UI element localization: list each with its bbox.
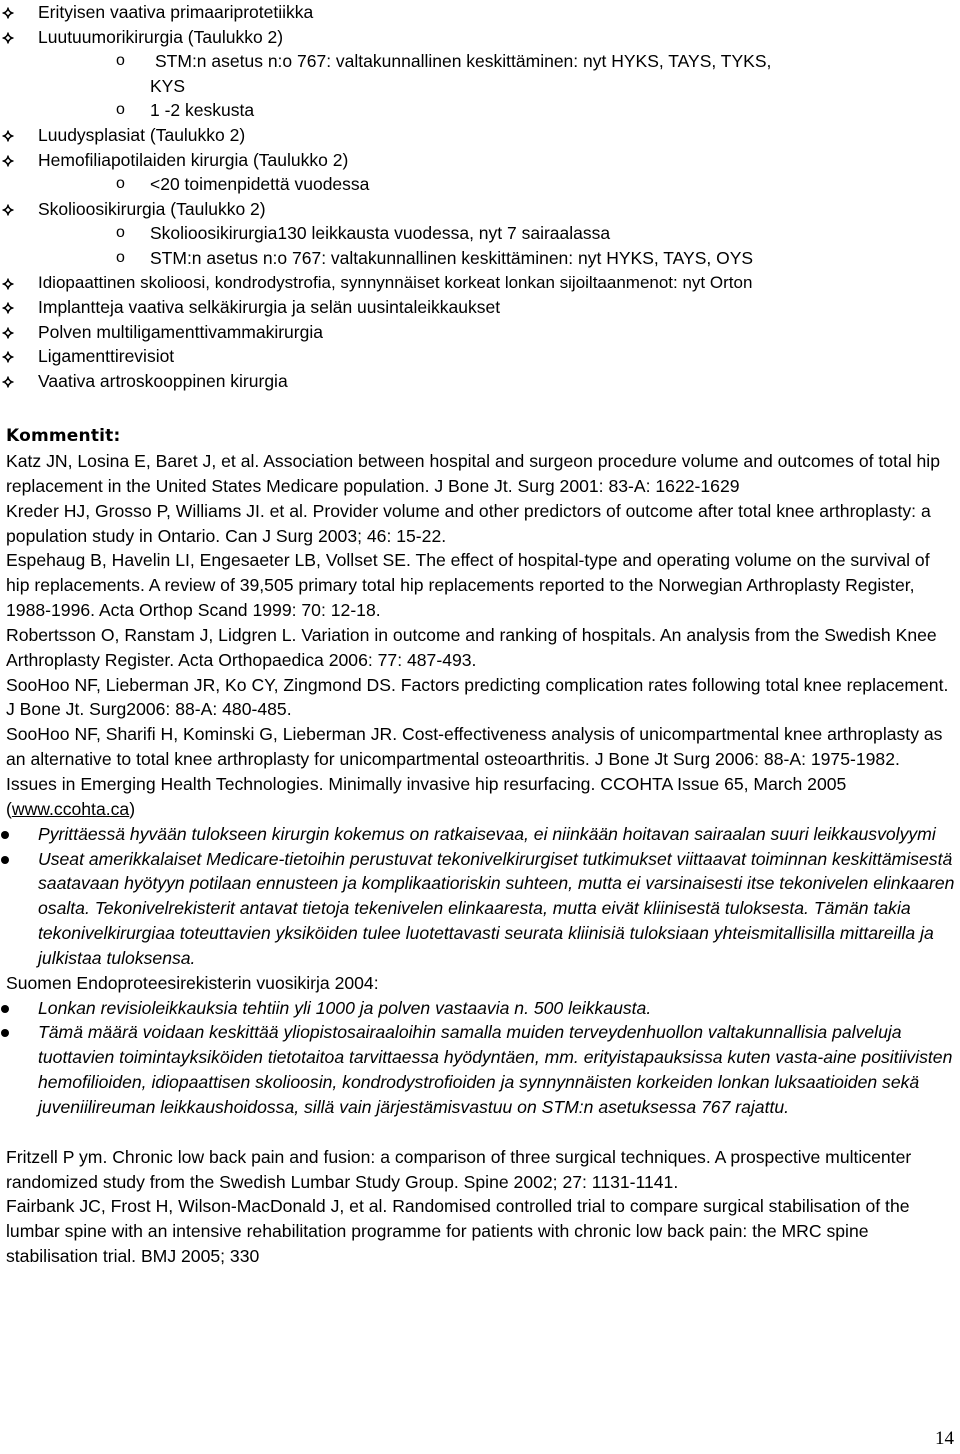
list-item-text: Hemofiliapotilaiden kirurgia (Taulukko 2) <box>38 149 349 170</box>
registry-text: Lonkan revisioleikkauksia tehtiin yli 1000 ja polven vastaavia n. 500 leikkausta. <box>38 997 652 1018</box>
list-item-text: <20 toimenpidettä vuodessa <box>150 174 370 195</box>
reference: Fritzell P ym. Chronic low back pain and fusion: a comparison of three surgical techniques. A prospective multicenter randomized study from the Swedish Lumbar Study Group. Spine 2002; 27: 1131-1141. <box>6 1146 912 1192</box>
registry-heading: Suomen Endoproteesirekisterin vuosikirja 2004: <box>6 972 379 993</box>
list-item <box>0 295 960 320</box>
procedure-list <box>0 0 960 394</box>
list-item <box>0 197 960 222</box>
reference-text: Issues in Emerging Health Technologies. Minimally invasive hip resurfacing. CCOHTA Issue 65, March 2005 ( <box>6 773 847 819</box>
list-item <box>0 320 960 345</box>
registry-text: Tämä määrä voidaan keskittää yliopistosairaaloihin samalla muiden terveydenhuollon valtakunnallisia palveluja tuottavien toimintayksiköiden tietotaitoa tarvittaessa hyödyntäen, mm. erityistapauksissa kuten vasta-aine positiivisten hemofilioiden, idiopaattisen skolioosin, kondrodystrofioiden ja synnynnäisten korkeiden lonkan luksaatioiden sekä juveniilireuman leikkaushoidossa, sillä vain järjestämisvastuu on STM:n asetuksessa 767 rajattu. <box>38 1022 953 1117</box>
diamond-bullet-icon <box>2 327 14 339</box>
reference-close: ) <box>129 798 136 819</box>
comment-bullets <box>6 822 956 971</box>
sub-list-item <box>0 246 960 271</box>
list-item-text: Skolioosikirurgia (Taulukko 2) <box>38 198 266 219</box>
diamond-bullet-icon <box>2 7 14 19</box>
sub-list-item <box>0 49 960 74</box>
list-item-text: Luudysplasiat (Taulukko 2) <box>38 124 246 145</box>
diamond-bullet-icon <box>2 32 14 44</box>
list-item-text: Idiopaattinen skolioosi, kondrodystrofia, synnynnäiset korkeat lonkan sijoiltaanmenot: nyt Orton <box>38 272 753 292</box>
comment-text: Useat amerikkalaiset Medicare-tietoihin perustuvat tekonivelkirurgiset tutkimukset viittaavat toiminnan keskittämisestä saatavaan hyötyyn potilaan ennusteen ja komplikaatioriskin suhteen, mutta ei varsinaisesti itse tekonivelen elinkaaren osalta. Tekonivelrekisterit antavat tietoja tekenivelen elinkaaresta, mutta eivät kliinisestä tuloksesta. Tämän takia tekonivelkirurgiaa toteuttavien yksiköiden tulee luotettavasti seurata kliinisiä tuloksiaan yhteismitallisilla mittareilla ja julkistaa tuloksensa. <box>38 848 955 968</box>
list-item-text: Implantteja vaativa selkäkirurgia ja selän uusintaleikkaukset <box>38 297 501 318</box>
circle-bullet-icon: o <box>116 52 125 70</box>
list-item-text: Polven multiligamenttivammakirurgia <box>38 321 323 342</box>
sub-list-item <box>0 172 960 197</box>
list-item-text: 1 -2 keskusta <box>150 100 255 121</box>
list-item-text: Ligamenttirevisiot <box>38 346 175 367</box>
circle-bullet-icon: o <box>116 248 125 266</box>
reference: Kreder HJ, Grosso P, Williams JI. et al. Provider volume and other predictors of outcome after total knee arthroplasty: a population study in Ontario. Can J Surg 2003; 46: 15-22. <box>6 500 931 546</box>
list-item-text: KYS <box>150 75 186 96</box>
circle-bullet-icon: o <box>116 101 125 119</box>
reference: SooHoo NF, Lieberman JR, Ko CY, Zingmond DS. Factors predicting complication rates following total knee replacement. J Bone Jt. Surg2006: 88-A: 480-485. <box>6 674 949 720</box>
list-item-text: Erityisen vaativa primaariprotetiikka <box>38 2 314 22</box>
reference: Espehaug B, Havelin LI, Engesaeter LB, Vollset SE. The effect of hospital-type and operating volume on the survival of hip replacements. A review of 39,505 primary total hip replacements reported to the Norwegian Arthroplasty Register, 1988-1996. Acta Orthop Scand 1999: 70: 12-18. <box>6 550 930 621</box>
diamond-bullet-icon <box>2 376 14 388</box>
list-item-text: Skolioosikirurgia130 leikkausta vuodessa, nyt 7 sairaalassa <box>150 223 611 244</box>
reference-ccohta <box>6 772 956 822</box>
diamond-bullet-icon <box>2 130 14 142</box>
comment-bullet <box>6 847 956 971</box>
ccohta-link[interactable]: www.ccohta.ca <box>11 798 130 819</box>
diamond-bullet-icon <box>2 155 14 167</box>
circle-bullet-icon: o <box>116 224 125 242</box>
reference: Robertsson O, Ranstam J, Lidgren L. Variation in outcome and ranking of hospitals. An analysis from the Swedish Knee Arthroplasty Register. Acta Orthopaedica 2006: 77: 487-493. <box>6 624 937 670</box>
spacer <box>6 1120 956 1145</box>
diamond-bullet-icon <box>2 302 14 314</box>
list-item <box>0 344 960 369</box>
list-item <box>0 369 960 394</box>
sub-list-item <box>0 98 960 123</box>
diamond-bullet-icon <box>2 278 14 290</box>
sub-list-item <box>0 221 960 246</box>
list-item-text: Vaativa artroskooppinen kirurgia <box>38 370 288 391</box>
comment-text: Pyrittäessä hyvään tulokseen kirurgin kokemus on ratkaisevaa, ei niinkään hoitavan sairaalan suuri leikkausvolyymi <box>38 823 936 844</box>
circle-bullet-icon: o <box>116 175 125 193</box>
diamond-bullet-icon <box>2 204 14 216</box>
list-item-text: Luutuumorikirurgia (Taulukko 2) <box>38 26 284 47</box>
registry-bullet <box>6 996 956 1021</box>
list-item <box>0 148 960 173</box>
bullet-dot-icon <box>1 831 9 839</box>
diamond-bullet-icon <box>2 351 14 363</box>
registry-bullet <box>6 1020 956 1119</box>
list-item-text: STM:n asetus n:o 767: valtakunnallinen keskittäminen: nyt HYKS, TAYS, TYKS, <box>155 51 772 72</box>
list-item <box>0 123 960 148</box>
reference: Katz JN, Losina E, Baret J, et al. Association between hospital and surgeon procedure volume and outcomes of total hip replacement in the United States Medicare population. J Bone Jt. Surg 2001: 83-A: 1622-1629 <box>6 451 940 496</box>
list-item-text: STM:n asetus n:o 767: valtakunnallinen keskittäminen: nyt HYKS, TAYS, OYS <box>150 247 754 268</box>
list-item <box>0 25 960 50</box>
page-number: 14 <box>935 1428 954 1449</box>
sub-list-item-continuation <box>0 74 960 99</box>
comments-heading: Kommentit: <box>6 426 121 446</box>
bullet-dot-icon <box>1 1005 9 1013</box>
bullet-dot-icon <box>1 856 9 864</box>
reference: Fairbank JC, Frost H, Wilson-MacDonald J, et al. Randomised controlled trial to compare surgical stabilisation of the lumbar spine with an intensive rehabilitation programme for patients with chronic low back pain: the MRC spine stabilisation trial. BMJ 2005; 330 <box>6 1196 910 1267</box>
list-item <box>0 271 960 296</box>
list-item <box>0 0 960 25</box>
comment-bullet <box>6 822 956 847</box>
bullet-dot-icon <box>1 1029 9 1037</box>
comments-section <box>6 424 956 1269</box>
registry-bullets <box>6 996 956 1120</box>
reference: SooHoo NF, Sharifi H, Kominski G, Lieberman JR. Cost-effectiveness analysis of unicompartmental knee arthroplasty as an alternative to total knee arthroplasty for unicompartmental osteoarthritis. J Bone Jt Surg 2006: 88-A: 1975-1982. <box>6 724 943 770</box>
